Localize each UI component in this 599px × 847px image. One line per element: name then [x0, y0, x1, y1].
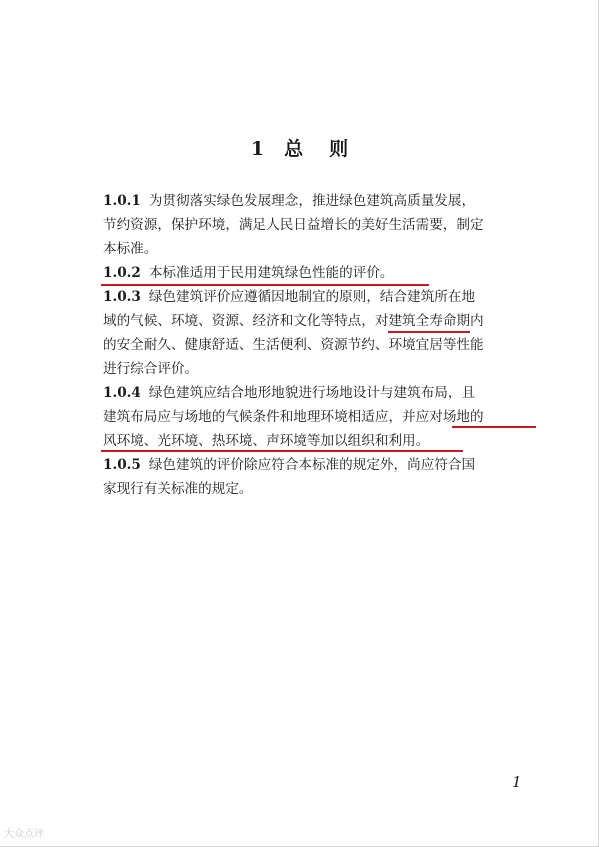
clause-text: 进行综合评价。: [103, 361, 199, 377]
clause-1-0-5-line-2: [103, 478, 253, 500]
highlighted-text: 建筑全寿命期: [388, 313, 471, 329]
clause-1-0-3-line-2: [103, 310, 484, 332]
highlighted-text: 应对场地的: [415, 409, 484, 425]
clause-text: 绿色建筑评价应遵循因地制宜的原则，结合建筑所在地: [148, 289, 476, 305]
clause-text: 的安全耐久、健康舒适、生活便利、资源节约、环境宜居等性能: [103, 337, 484, 353]
clause-1-0-4-line-2: [103, 406, 484, 428]
clause-text: 本标准。: [103, 241, 158, 257]
chapter-title-char-1: 总: [284, 138, 304, 160]
clause-number: 1.0.2: [103, 265, 141, 281]
clause-1-0-4-line-3: [103, 430, 429, 452]
clause-text: 内: [470, 313, 484, 329]
clause-1-0-1-line-2: [103, 214, 484, 236]
red-underline: [452, 426, 536, 428]
clause-1-0-1-line-3: [103, 238, 157, 260]
clause-text: 本标准适用于民用建筑绿色性能的评价。: [148, 265, 394, 281]
highlighted-text: 风环境、光环境、热环境、声环境等加以组织和利用。: [103, 433, 430, 449]
clause-number: 1.0.4: [103, 385, 141, 401]
clause-1-0-3-line-1: [103, 286, 475, 308]
chapter-title: [0, 134, 599, 161]
red-underline: [101, 450, 463, 452]
clause-1-0-4-line-1: [103, 382, 475, 404]
page-number: 1: [512, 773, 522, 791]
clause-1-0-5-line-1: [103, 454, 475, 476]
clause-number: 1.0.5: [103, 457, 141, 473]
clause-1-0-1-line-1: [103, 190, 475, 212]
clause-1-0-3-line-4: [103, 358, 198, 380]
clause-text: 家现行有关标准的规定。: [103, 481, 253, 497]
clause-text: 绿色建筑应结合地形地貌进行场地设计与建筑布局，且: [148, 385, 476, 401]
clause-text: 为贯彻落实绿色发展理念，推进绿色建筑高质量发展，: [148, 193, 476, 209]
clause-number: 1.0.3: [103, 289, 141, 305]
chapter-number: 1: [250, 138, 265, 160]
clause-text: 节约资源，保护环境，满足人民日益增长的美好生活需要，制定: [103, 217, 484, 233]
chapter-title-char-2: 则: [329, 138, 349, 160]
clause-1-0-3-line-3: [103, 334, 484, 356]
clause-text: 绿色建筑的评价除应符合本标准的规定外，尚应符合国: [148, 457, 476, 473]
clause-text: 建筑布局应与场地的气候条件和地理环境相适应，并: [103, 409, 416, 425]
watermark-logo: 大众点评: [4, 829, 44, 840]
clause-1-0-2-line-1: [103, 262, 394, 284]
clause-text: 域的气候、环境、资源、经济和文化等特点，对: [103, 313, 389, 329]
clause-number: 1.0.1: [103, 193, 141, 209]
